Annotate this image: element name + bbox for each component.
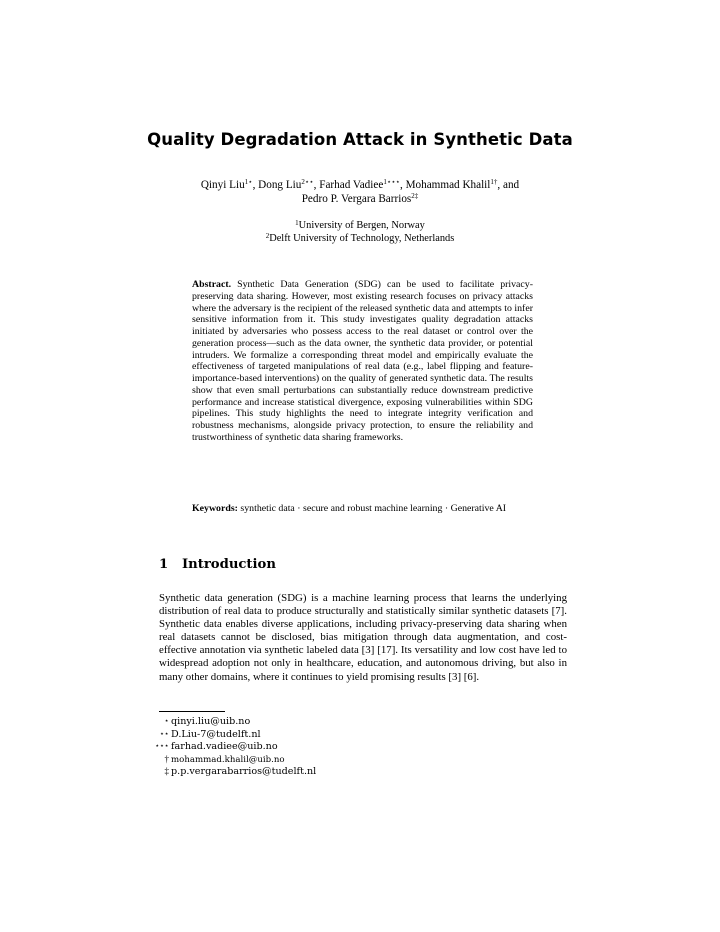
affiliation-text: University of Bergen, Norway [298, 220, 425, 231]
footnote [140, 741, 440, 754]
footnote [140, 729, 440, 742]
author-marker: 1⋆ [244, 178, 253, 186]
section-body: Synthetic data generation (SDG) is a machine learning process that learns the underlying distribution of real data to produce structurally and statistically similar synthetic datasets [7]. Synthetic data enables diverse applications, including privacy-preserving data sharing when real datasets cannot be disclosed, bias mitigation through data augmentation, and cost-effective annotation via synthetic labeled data [3] [17]. Its versatility and low cost have led to widespread adoption not only in healthcare, education, and autonomous driving, but also in many other domains, where it continues to yield promising results [3] [6]. [159, 592, 567, 683]
footnote-email: mohammad.khalil@uib.no [171, 754, 285, 765]
abstract-text: Synthetic Data Generation (SDG) can be used to facilitate privacy-preserving data sharing. However, most existing research focuses on privacy attacks where the adversary is the recipient of the released synthetic data and attempts to infer sensitive information from it. This study investigates quality degradation attacks initiated by adversaries who possess access to the real dataset or control over the generation process—such as the data owner, the synthetic data provider, or potential intruders. We formalize a corresponding threat model and empirically evaluate the effectiveness of targeted manipulations of real data (e.g., label flipping and feature-importance-based interventions) on the quality of generated synthetic data. The results show that even small perturbations can substantially reduce downstream predictive performance and increase statistical divergence, exposing vulnerabilities within SDG pipelines. This study highlights the need to integrate integrity verification and robustness mechanisms, alongside privacy protection, to ensure the reliability and trustworthiness of synthetic data sharing frameworks. [192, 279, 533, 443]
footnote-email: D.Liu-7@tudelft.nl [171, 728, 261, 740]
author-connector: , and [497, 179, 520, 191]
footnote-divider [159, 711, 225, 712]
keywords [192, 503, 533, 515]
affiliation [160, 232, 560, 245]
affiliation-marker: 1 [295, 219, 299, 227]
author-name: Farhad Vadiee [319, 179, 384, 191]
footnote-marker: ⋆ [164, 716, 169, 725]
footnote-marker: ⋆⋆⋆ [154, 741, 169, 751]
keywords-label: Keywords: [192, 503, 238, 514]
section-number: 1 [159, 557, 169, 572]
footnote-marker: † [164, 753, 169, 764]
abstract [192, 279, 533, 444]
section-title: Introduction [182, 557, 276, 572]
footnote-list [140, 716, 440, 779]
author-name: Mohammad Khalil [405, 179, 491, 191]
footnote-email: qinyi.liu@uib.no [171, 716, 251, 727]
author-list: Qinyi Liu$^{1⋆}$, Dong Liu$^{2⋆⋆}$, Farhad Vadiee$^{1⋆⋆⋆}$, Mohammad Khalil$^{1\dagger}$, and Pedro P. Vergara Barrios$^{2\ddagger}$ [200, 178, 520, 205]
author-marker: 1⋆⋆⋆ [383, 178, 400, 186]
author-name: Pedro P. Vergara Barrios [301, 193, 412, 205]
affiliation-marker: 2 [265, 232, 270, 240]
author-marker: 2⋆⋆ [301, 178, 314, 186]
section-heading [159, 557, 276, 572]
affiliation [160, 219, 560, 232]
footnote-marker: ‡ [164, 766, 169, 777]
affiliation-text: Delft University of Technology, Netherlands [269, 233, 455, 244]
author-marker: 1† [490, 178, 498, 186]
footnote [140, 754, 440, 767]
footnote-email: p.p.vergarabarrios@tudelft.nl [171, 766, 317, 778]
footnote [140, 766, 440, 779]
author-name: Qinyi Liu [200, 179, 245, 191]
author-marker: 2‡ [411, 192, 419, 200]
footnote-email: farhad.vadiee@uib.no [171, 741, 278, 753]
keywords-text: synthetic data · secure and robust machine learning · Generative AI [240, 503, 507, 514]
paper-title: Quality Degradation Attack in Synthetic Data [147, 130, 573, 149]
author-name: Dong Liu [258, 179, 302, 191]
footnote [140, 716, 440, 729]
footnote-marker: ⋆⋆ [159, 728, 169, 738]
affiliation-list [160, 219, 560, 245]
abstract-label: Abstract. [192, 279, 232, 290]
